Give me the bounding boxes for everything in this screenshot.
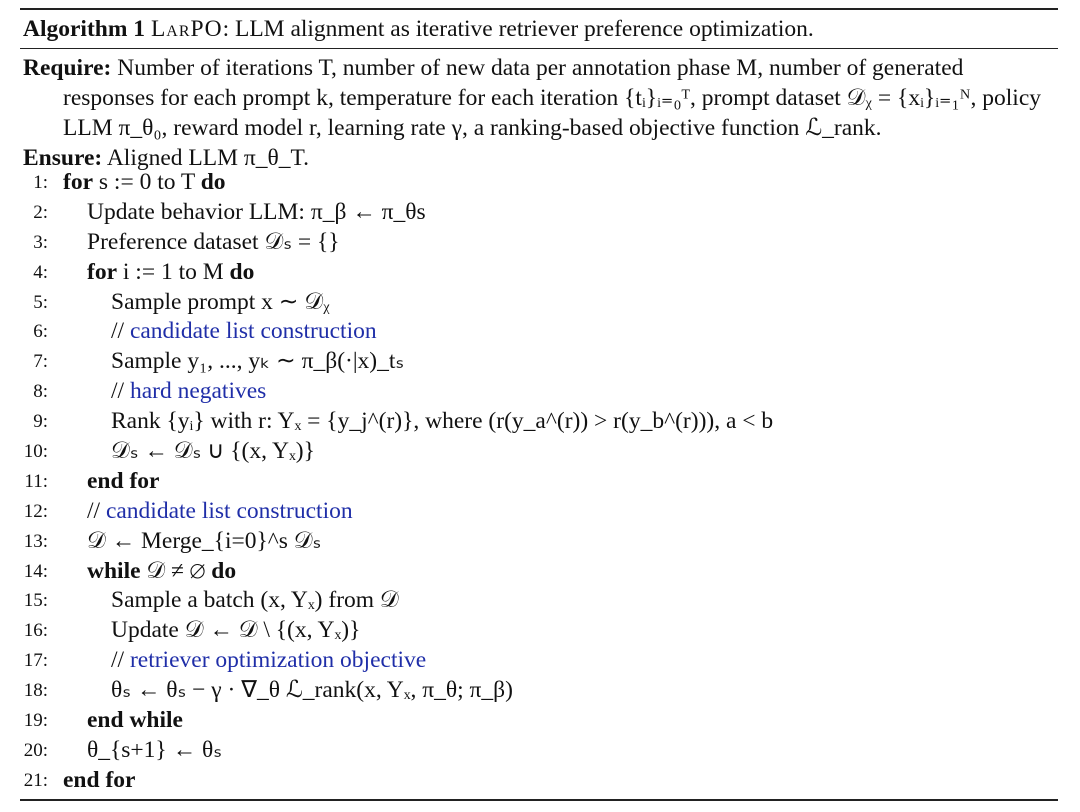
line-code <box>87 467 159 497</box>
algorithm-line <box>0 616 1080 646</box>
line-number: 15: <box>23 590 48 612</box>
statement-text: Sample y₁, ..., yₖ ∼ π_β(·|x)_tₛ <box>111 348 405 375</box>
line-number: 8: <box>33 381 48 403</box>
algorithm-line <box>0 586 1080 616</box>
algorithm-line <box>0 497 1080 527</box>
line-code <box>111 676 513 706</box>
algorithm-line <box>0 258 1080 288</box>
algorithm-body <box>0 168 1080 796</box>
statement-text: Update behavior LLM: π_β ← π_θs <box>87 198 426 225</box>
line-code <box>87 497 353 527</box>
algorithm-label: Algorithm 1 <box>23 16 146 42</box>
statement-text: i := 1 to M <box>117 258 230 285</box>
line-code <box>63 168 226 198</box>
statement-text: Update 𝒟 ← 𝒟 \ {(x, Yₓ)} <box>111 617 361 644</box>
algorithm-line <box>0 467 1080 497</box>
statement-text: Sample a batch (x, Yₓ) from 𝒟 <box>111 587 399 614</box>
algorithm-line <box>0 706 1080 736</box>
require-keyword: Require: <box>23 55 112 81</box>
line-code <box>111 317 377 347</box>
line-number: 21: <box>23 769 48 791</box>
top-rule <box>20 8 1058 10</box>
keyword: end for <box>63 766 136 793</box>
algorithm-line <box>0 228 1080 258</box>
algorithm-title <box>23 16 814 43</box>
statement-text: θ_{s+1} ← θₛ <box>87 736 222 763</box>
header-rule <box>20 48 1058 49</box>
algorithm-line <box>0 407 1080 437</box>
line-code <box>111 347 404 377</box>
line-number: 12: <box>23 500 48 522</box>
line-code <box>87 198 426 228</box>
line-code <box>87 736 222 766</box>
algorithm-line <box>0 557 1080 587</box>
line-code <box>87 228 340 258</box>
line-code <box>63 766 135 796</box>
algorithm-line <box>0 198 1080 228</box>
algorithm-line <box>0 347 1080 377</box>
line-number: 18: <box>23 680 48 702</box>
algorithm-line <box>0 766 1080 796</box>
require-clause <box>23 53 1058 143</box>
keyword: do <box>200 169 226 195</box>
comment-prefix: // <box>87 497 106 524</box>
statement-text: 𝒟ₛ ← 𝒟ₛ ∪ {(x, Yₓ)} <box>111 438 315 465</box>
algorithm-line <box>0 676 1080 706</box>
line-code <box>87 527 321 557</box>
line-number: 1: <box>33 172 48 193</box>
algorithm-line <box>0 168 1080 198</box>
line-code <box>111 586 399 616</box>
line-code <box>111 616 360 646</box>
line-code <box>111 646 426 676</box>
line-code <box>111 377 266 407</box>
statement-text: Sample prompt x ∼ 𝒟ᵪ <box>111 288 330 315</box>
line-number: 14: <box>23 560 48 582</box>
statement-text: Preference dataset 𝒟ₛ = {} <box>87 228 340 255</box>
keyword: end while <box>87 707 183 734</box>
line-number: 7: <box>33 351 48 373</box>
keyword: do <box>211 557 237 584</box>
algorithm-caption: : LLM alignment as iterative retriever preference optimization. <box>222 16 814 42</box>
comment-text: hard negatives <box>129 378 267 405</box>
comment-prefix: // <box>111 318 130 345</box>
statement-text: Rank {yᵢ} with r: Yₓ = {y_j^(r)}, where (r(y_a^(r)) > r(y_b^(r))), a < b <box>111 408 774 435</box>
bottom-rule <box>20 799 1058 801</box>
algorithm-line <box>0 736 1080 766</box>
line-code <box>111 288 330 318</box>
comment-text: candidate list construction <box>105 497 353 524</box>
ensure-keyword: Ensure: <box>23 145 103 171</box>
line-number: 5: <box>33 291 48 313</box>
algorithm-line <box>0 377 1080 407</box>
require-text: Number of iterations T, number of new data per annotation phase M, number of generated responses for each prompt k, temperature for each iteration {tᵢ}ᵢ₌₀ᵀ, prompt dataset 𝒟ᵪ = {xᵢ}ᵢ₌₁ᴺ, policy LLM π_θ₀, reward model r, learning rate γ, a ranking-based objective function ℒ_rank. <box>63 55 1042 141</box>
statement-text: s := 0 to T <box>93 169 201 195</box>
comment-text: candidate list construction <box>129 318 377 345</box>
ensure-text: Aligned LLM π_θ_T. <box>106 145 309 171</box>
comment-prefix: // <box>111 378 130 405</box>
statement-text: 𝒟 ← Merge_{i=0}^s 𝒟ₛ <box>87 527 322 554</box>
keyword: for <box>87 258 118 285</box>
line-code <box>87 706 183 736</box>
line-number: 16: <box>23 620 48 642</box>
line-number: 17: <box>23 650 48 672</box>
pre-post-conditions <box>23 53 1058 173</box>
line-number: 4: <box>33 261 48 283</box>
keyword: while <box>87 557 141 584</box>
line-code <box>111 407 773 437</box>
line-number: 9: <box>33 411 48 433</box>
line-number: 13: <box>23 530 48 552</box>
algorithm-name: LarPO <box>150 16 223 42</box>
keyword: for <box>63 169 94 195</box>
algorithm-line <box>0 288 1080 318</box>
algorithm-line <box>0 527 1080 557</box>
comment-prefix: // <box>111 647 130 674</box>
line-number: 3: <box>33 231 48 253</box>
line-number: 10: <box>23 441 48 463</box>
line-code <box>87 557 236 587</box>
algorithm-line <box>0 646 1080 676</box>
line-number: 2: <box>33 201 48 223</box>
line-number: 6: <box>33 321 48 343</box>
line-code <box>111 437 315 467</box>
algorithm-line <box>0 317 1080 347</box>
keyword: do <box>229 258 255 285</box>
algorithm-line <box>0 437 1080 467</box>
line-number: 20: <box>23 739 48 761</box>
comment-text: retriever optimization objective <box>129 647 427 674</box>
keyword: end for <box>87 467 160 494</box>
statement-text: 𝒟 ≠ ∅ <box>140 557 212 584</box>
line-number: 11: <box>24 470 48 492</box>
statement-text: θₛ ← θₛ − γ · ∇_θ ℒ_rank(x, Yₓ, π_θ; π_β) <box>111 677 513 704</box>
line-number: 19: <box>23 710 48 732</box>
line-code <box>87 258 254 288</box>
